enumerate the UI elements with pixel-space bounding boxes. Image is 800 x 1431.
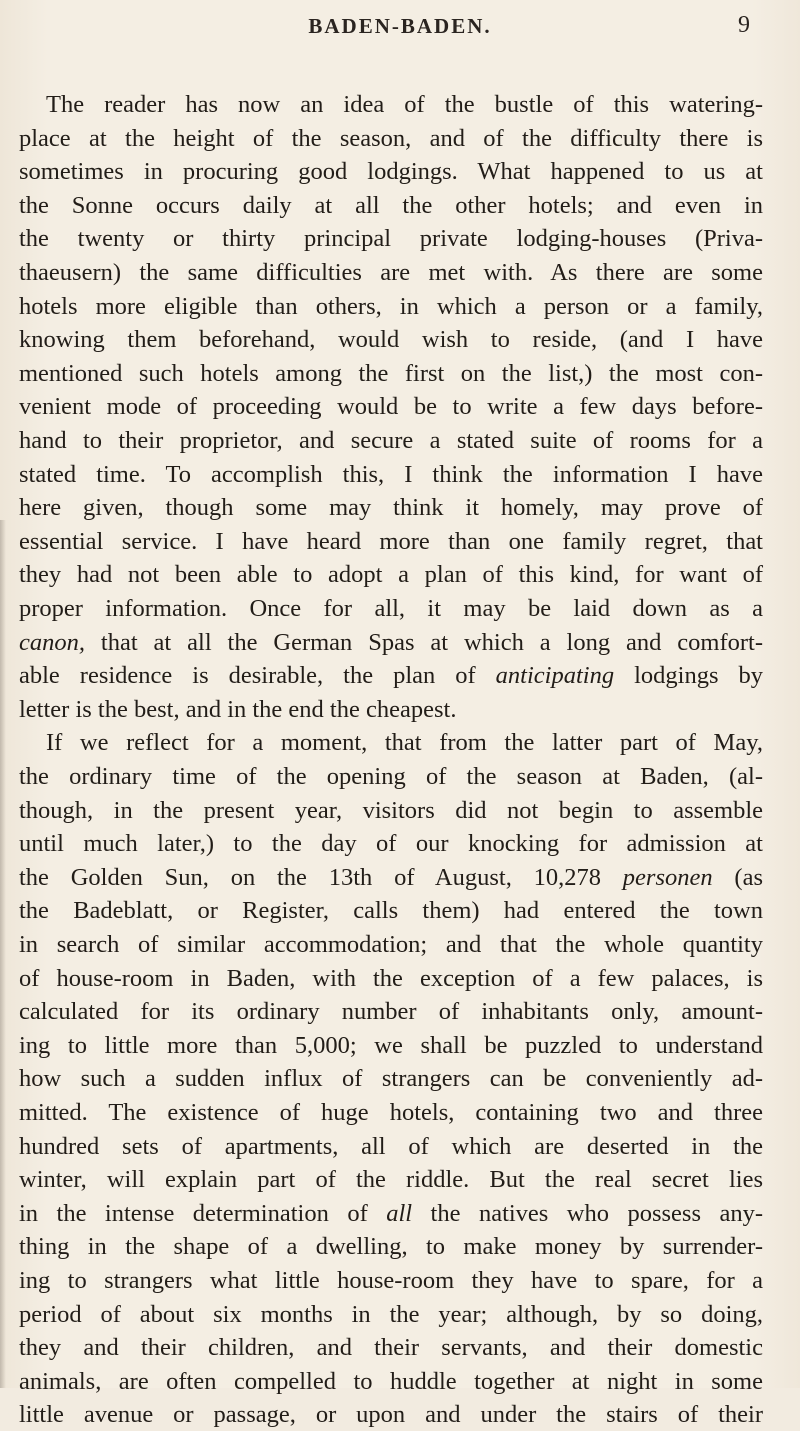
text-line: they had not been able to adopt a plan of this kind, for want of	[19, 561, 763, 589]
text-line: venient mode of proceeding would be to write a few days before-	[19, 393, 763, 421]
text-line: winter, will explain part of the riddle. But the real secret lies	[19, 1166, 763, 1194]
text-line: sometimes in procuring good lodgings. What happened to us at	[19, 158, 763, 186]
text-line: little avenue or passage, or upon and under the stairs of their	[19, 1401, 763, 1429]
text-line: in search of similar accommodation; and that the whole quantity	[19, 931, 763, 958]
running-head	[0, 6, 800, 42]
text-line: mitted. The existence of huge hotels, containing two and three	[19, 1099, 763, 1126]
text-line: animals, are often compelled to huddle together at night in some	[19, 1367, 763, 1395]
text-line: the Badeblatt, or Register, calls them) had entered the town	[19, 897, 763, 925]
binding-shadow	[0, 520, 6, 1388]
text-line: canon, that at all the German Spas at which a long and comfort-	[19, 628, 763, 656]
text-line: until much later,) to the day of our knocking for admission at	[19, 830, 763, 858]
text-line: here given, though some may think it homely, may prove of	[19, 494, 763, 522]
running-title: BADEN-BADEN.	[308, 14, 492, 38]
text-line: the ordinary time of the opening of the season at Baden, (al-	[19, 763, 763, 790]
text-line: ing to little more than 5,000; we shall be puzzled to understand	[19, 1031, 763, 1059]
text-line: stated time. To accomplish this, I think the information I have	[19, 460, 763, 488]
text-line: the twenty or thirty principal private lodging-houses (Priva-	[19, 225, 763, 253]
text-line: able residence is desirable, the plan of anticipating lodgings by	[19, 662, 763, 690]
text-line: hotels more eligible than others, in which a person or a family,	[19, 292, 763, 320]
text-line: though, in the present year, visitors did not begin to assemble	[19, 796, 763, 824]
text-line: essential service. I have heard more than one family regret, that	[19, 527, 763, 555]
text-line: ing to strangers what little house-room they have to spare, for a	[19, 1267, 763, 1294]
text-line: If we reflect for a moment, that from the latter part of May,	[46, 729, 763, 757]
text-line: the Sonne occurs daily at all the other hotels; and even in	[19, 191, 763, 219]
text-line: in the intense determination of all the natives who possess any-	[19, 1199, 763, 1227]
italic-word: all	[386, 1199, 413, 1227]
text-line: the Golden Sun, on the 13th of August, 10,278 personen (as	[19, 863, 763, 891]
text-line: place at the height of the season, and of the difficulty there is	[19, 124, 763, 152]
text-line: hundred sets of apartments, all of which are deserted in the	[19, 1132, 763, 1160]
text-line: proper information. Once for all, it may be laid down as a	[19, 595, 763, 622]
text-line: thaeusern) the same difficulties are met with. As there are some	[19, 259, 763, 286]
italic-word: canon,	[19, 628, 85, 656]
text-line: calculated for its ordinary number of inhabitants only, amount-	[19, 998, 763, 1026]
text-line: mentioned such hotels among the first on the list,) the most con-	[19, 359, 763, 387]
text-line: how such a sudden influx of strangers can be conveniently ad-	[19, 1065, 763, 1093]
text-line: knowing them beforehand, would wish to reside, (and I have	[19, 326, 763, 354]
text-line: period of about six months in the year; although, by so doing,	[19, 1300, 763, 1328]
text-line: letter is the best, and in the end the cheapest.	[19, 695, 457, 723]
italic-word: personen	[622, 863, 713, 891]
text-line: of house-room in Baden, with the exception of a few palaces, is	[19, 964, 763, 992]
page-number: 9	[738, 12, 750, 38]
text-line: they and their children, and their servants, and their domestic	[19, 1334, 763, 1362]
text-line: hand to their proprietor, and secure a stated suite of rooms for a	[19, 427, 763, 454]
text-line: thing in the shape of a dwelling, to make money by surrender-	[19, 1233, 763, 1261]
italic-word: anticipating	[495, 662, 615, 690]
text-line: The reader has now an idea of the bustle of this watering-	[46, 91, 763, 118]
